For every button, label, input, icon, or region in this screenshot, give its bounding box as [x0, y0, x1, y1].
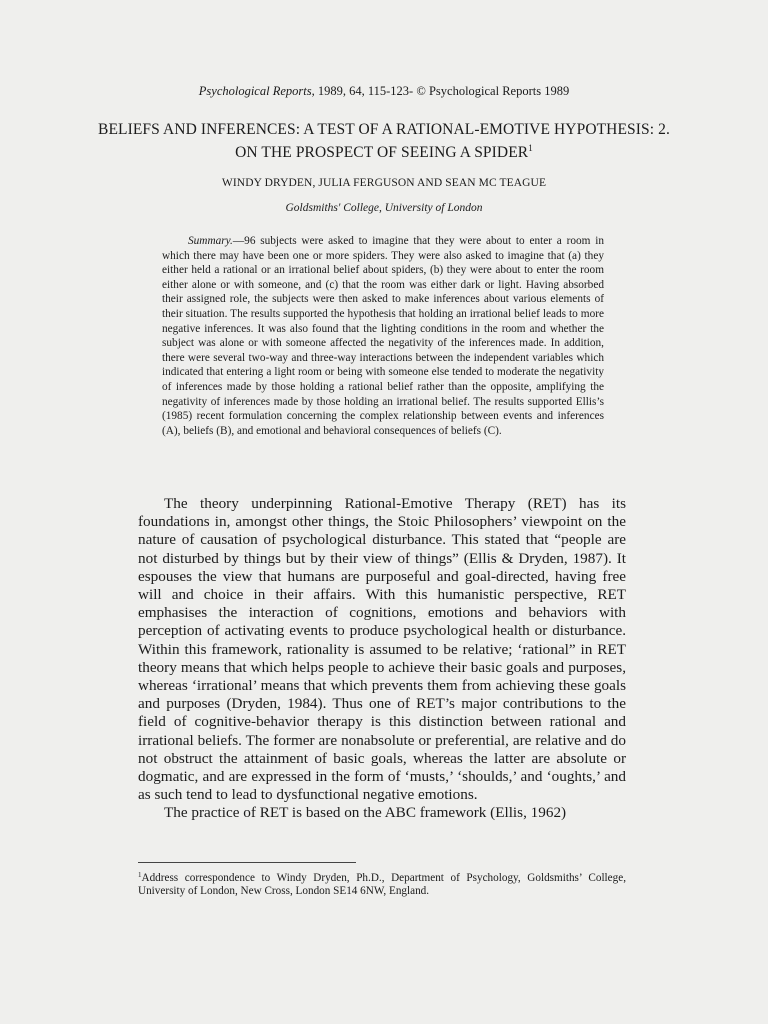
body-paragraph-1: The theory underpinning Rational-Emotive Therapy (RET) has its foundations in, amongst other things, the Stoic Philosophers’ viewpoint on the nature of causation of psychological disturbance. This stated that “people are not disturbed by things but by their view of things” (Ellis & Dryden, 1987). It espouses the view that humans are purposeful and goal-directed, having free will and choice in their affairs. With this humanistic perspective, RET emphasises the interaction of cognitions, emotions and behaviors with perception of activating events to produce psychological health or disturbance. Within this framework, rationality is assumed to be relative; ‘rational” in RET theory means that which helps people to achieve their basic goals and purposes, whereas ‘irrational’ means that which prevents them from achieving these goals and purposes (Dryden, 1984). Thus one of RET’s major contributions to the field of cognitive-behavior therapy is this distinction between rational and irrational beliefs. The former are nonabsolute or preferential, are relative and do not obstruct the attainment of basic goals, whereas the latter are absolute or dogmatic, and are expressed in the form of ‘musts,’ ‘shoulds,’ and ‘oughts,’ and as such tend to lead to dysfunctional negative emotions.: [138, 495, 626, 804]
article-authors: WINDY DRYDEN, JULIA FERGUSON AND SEAN MC TEAGUE: [221, 177, 547, 189]
journal-name: Psychological Reports,: [198, 84, 315, 98]
author-affiliation: Goldsmiths' College, University of London: [285, 202, 483, 214]
journal-citation: [0, 84, 768, 99]
title-footnote-mark: 1: [528, 143, 533, 153]
body-paragraph-2: The practice of RET is based on the ABC framework (Ellis, 1962): [164, 804, 567, 822]
citation-details: 1989, 64, 115-123- © Psychological Reports 1989: [314, 84, 570, 98]
body-text: [138, 495, 626, 823]
footnote-divider: [138, 862, 356, 863]
summary-lead: Summary.: [188, 235, 233, 247]
summary-text: —96 subjects were asked to imagine that they were about to enter a room in which there may have been one or more spiders. They were also asked to imagine that (a) they either held a rational or an irrational belief about spiders, (b) they were about to enter the room either alone or with someone, and (c) that the room was either dark or light. Having absorbed their assigned role, the subjects were then asked to make inferences about various elements of their situation. The results supported the hypothesis that holding an irrational belief leads to more negative inferences. It was also found that the lighting conditions in the room and whether the subject was alone or with someone affected the negativity of the inferences made. In addition, there were several two-way and three-way interactions between the independent variables which indicated that entering a light room or being with someone else tended to moderate the negativity of inferences made by those holding a rational belief rather than the opposite, amplifying the negativity of inferences made by those holding an irrational belief. The results supported Ellis’s (1985) recent formulation concerning the complex relationship between events and inferences (A), beliefs (B), and emotional and behavioral consequences of beliefs (C).: [162, 235, 604, 437]
article-title: [90, 120, 678, 162]
footnote-text: Address correspondence to Windy Dryden, Ph.D., Department of Psychology, Goldsmiths’ College, University of London, New Cross, London SE14 6NW, England.: [138, 872, 626, 897]
footnote-mark: 1: [138, 871, 142, 879]
article-title-text: BELIEFS AND INFERENCES: A TEST OF A RATIONAL-EMOTIVE HYPOTHESIS: 2. ON THE PROSPECT OF SEEING A SPIDER: [98, 121, 670, 161]
footnote: [138, 869, 626, 897]
abstract-summary: [162, 234, 604, 438]
